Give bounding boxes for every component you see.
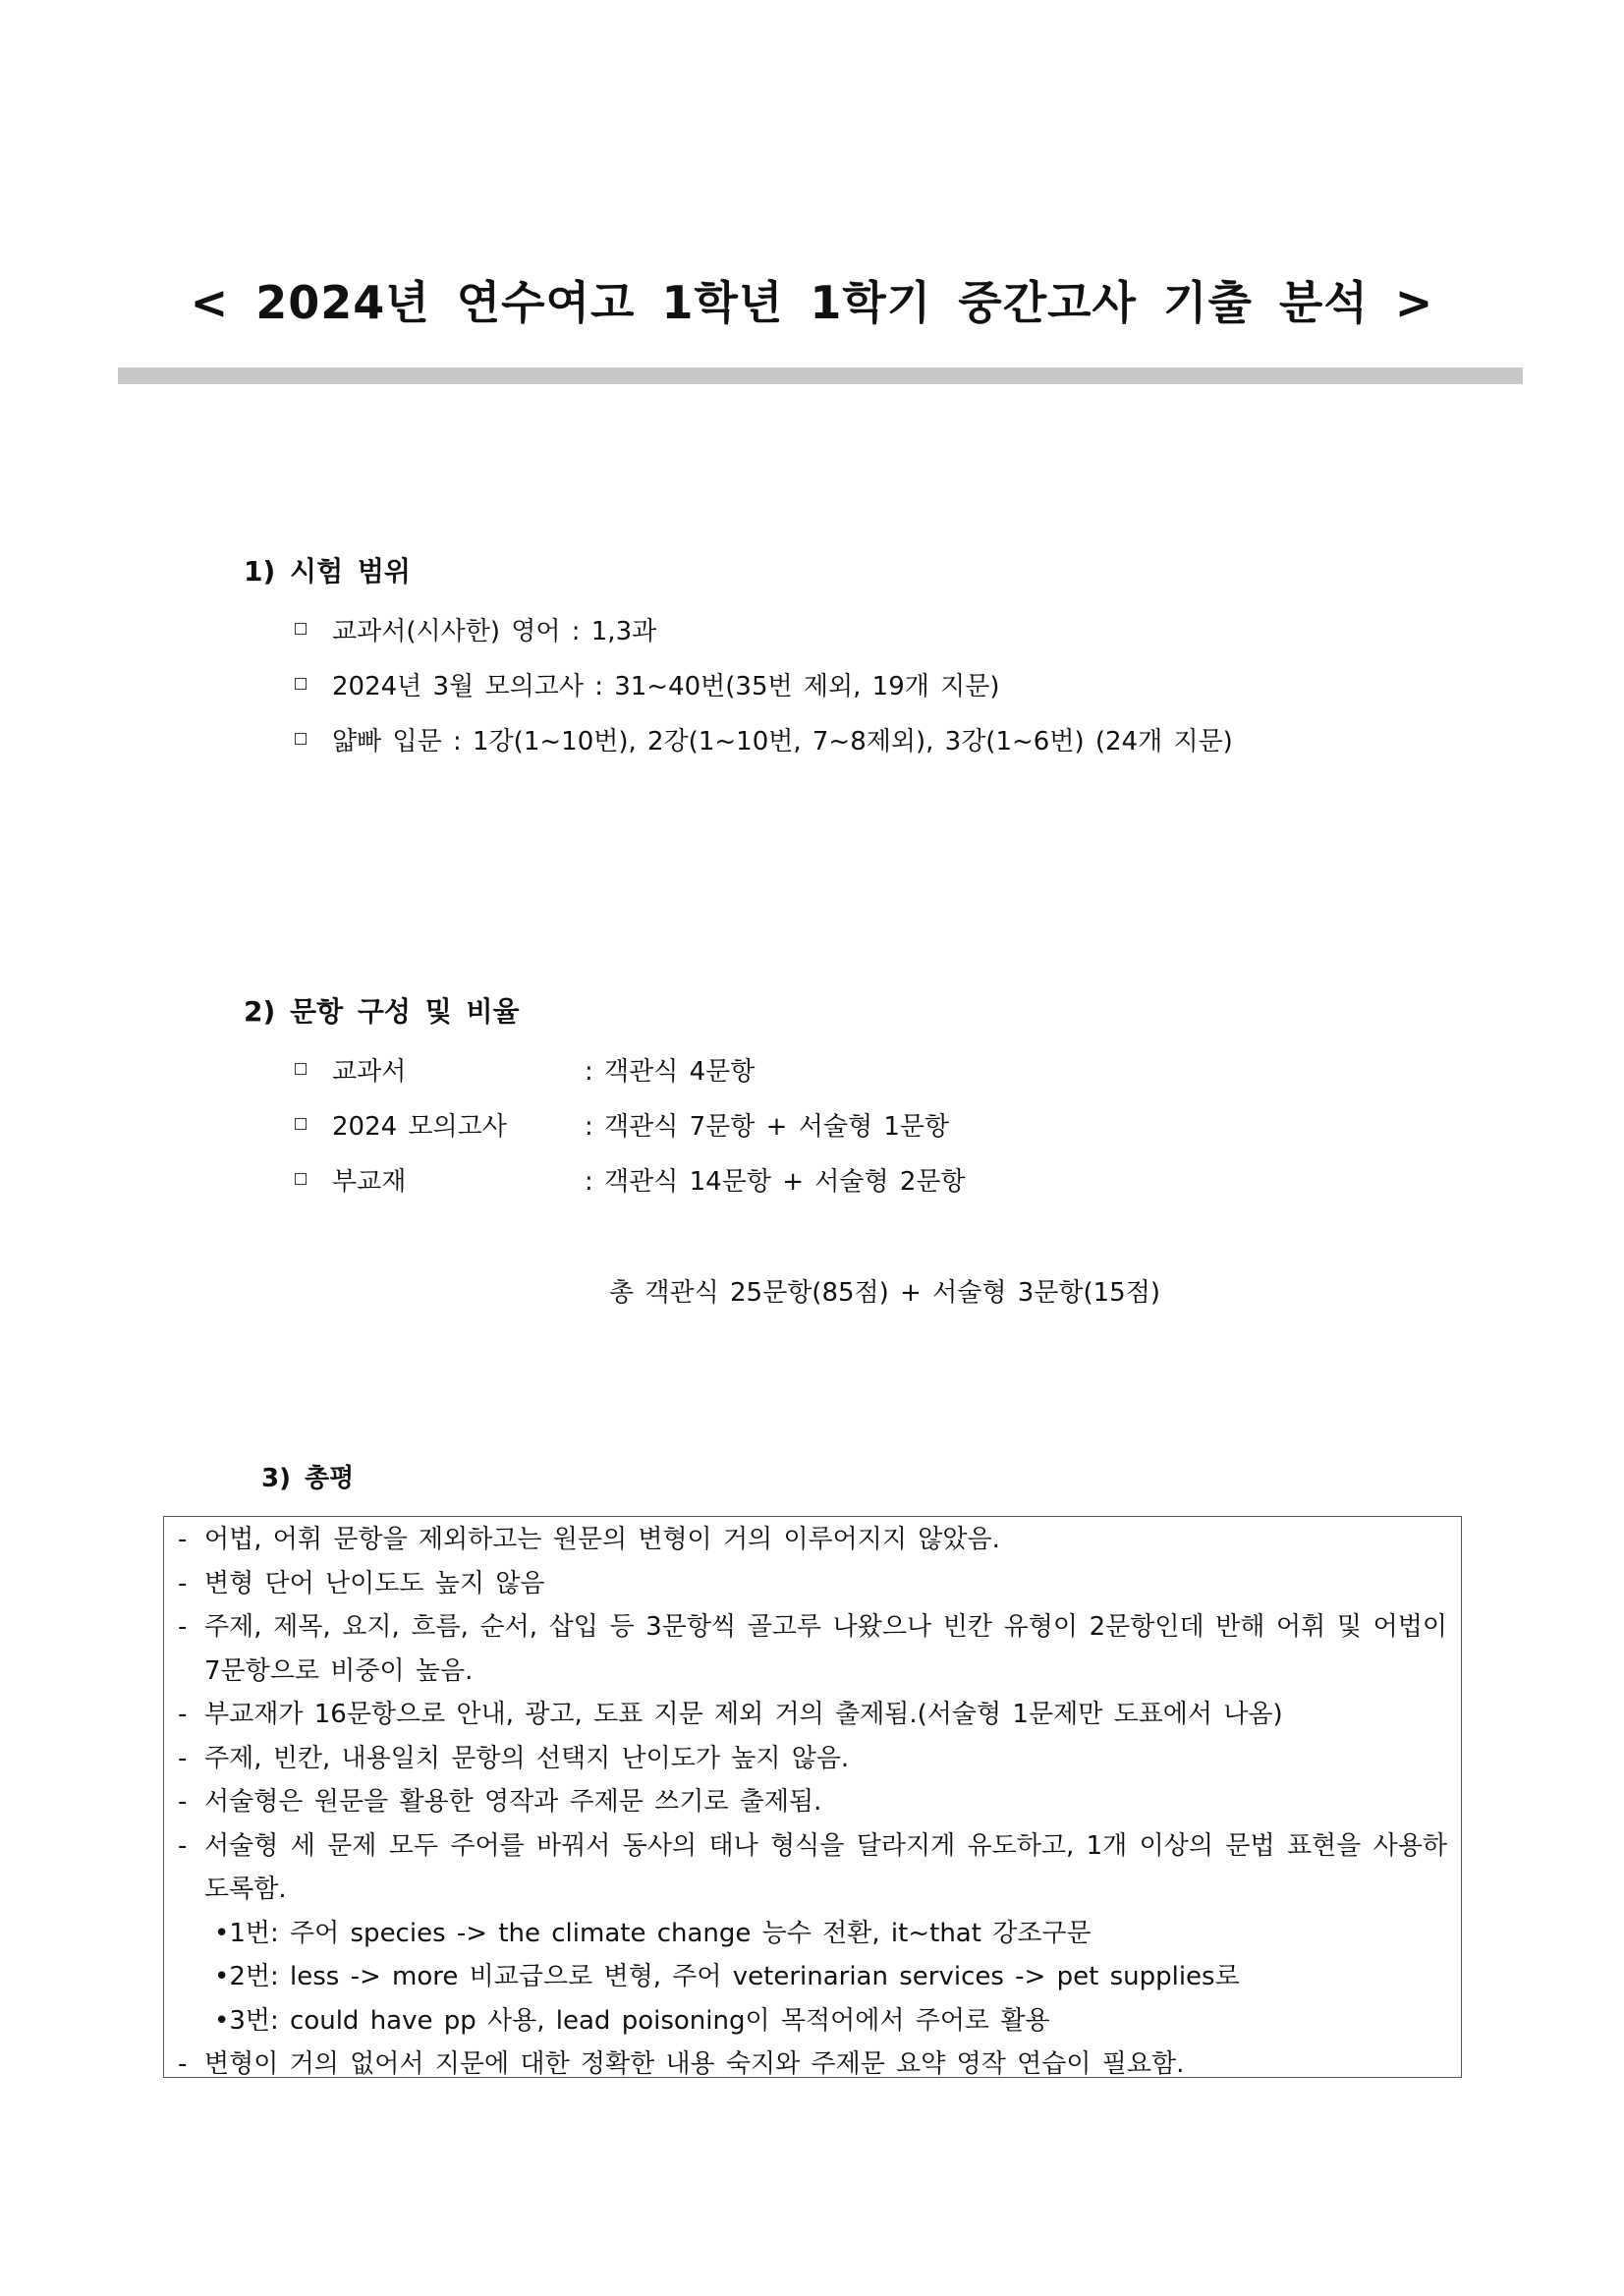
review-line-text: 서술형 세 문제 모두 주어를 바꿔서 동사의 태나 형식을 달라지게 유도하고, 1개 이상의 문법 표현을 사용하도록함. xyxy=(204,1830,1447,1904)
review-line: - 서술형은 원문을 활용한 영작과 주제문 쓰기로 출제됨. xyxy=(178,1787,822,1817)
square-bullet-icon xyxy=(295,1118,307,1130)
composition-item-value: : 객관식 7문항 + 서술형 1문항 xyxy=(585,1111,950,1142)
review-line: - 변형 단어 난이도도 높지 않음 xyxy=(178,1568,545,1598)
scope-item xyxy=(295,656,1233,711)
square-bullet-icon xyxy=(295,733,307,745)
title-divider xyxy=(118,367,1523,384)
scope-item-text: 교과서(시사한) 영어 : 1,3과 xyxy=(332,616,657,646)
scope-item xyxy=(295,601,1233,656)
review-line-text: 변형 단어 난이도도 높지 않음 xyxy=(204,1568,545,1598)
square-bullet-icon xyxy=(295,623,307,635)
review-sub-point: •3번: could have pp 사용, lead poisoning이 목적어에서 주어로 활용 xyxy=(214,2005,1050,2036)
composition-item xyxy=(295,1151,966,1206)
square-bullet-icon xyxy=(295,678,307,690)
section-heading-review: 3) 총평 xyxy=(261,1464,355,1493)
scope-item-text: 2024년 3월 모의고사 : 31~40번(35번 제외, 19개 지문) xyxy=(332,671,1000,701)
section-heading-scope: 1) 시험 범위 xyxy=(244,555,411,588)
review-line: - 어법, 어휘 문항을 제외하고는 원문의 변형이 거의 이루어지지 않았음. xyxy=(178,1525,1000,1554)
section-heading-composition: 2) 문항 구성 및 비율 xyxy=(244,995,520,1028)
composition-item-label: 부교재 xyxy=(332,1166,407,1197)
review-line-text: 서술형은 원문을 활용한 영작과 주제문 쓰기로 출제됨. xyxy=(204,1787,822,1817)
review-box xyxy=(163,1516,1462,2078)
review-line-text: 주제, 빈칸, 내용일치 문항의 선택지 난이도가 높지 않음. xyxy=(204,1743,850,1773)
review-line-text: 주제, 제목, 요지, 흐름, 순서, 삽입 등 3문항씩 골고루 나왔으나 빈칸 유형이 2문항인데 반해 어휘 및 어법이 7문항으로 비중이 높음. xyxy=(204,1612,1447,1686)
review-line: - 주제, 제목, 요지, 흐름, 순서, 삽입 등 3문항씩 골고루 나왔으나 빈칸 유형이 2문항인데 반해 어휘 및 어법이 7문항으로 비중이 높음. xyxy=(178,1612,1447,1686)
review-line: - 부교재가 16문항으로 안내, 광고, 도표 지문 제외 거의 출제됨.(서술형 1문제만 도표에서 나옴) xyxy=(178,1700,1283,1729)
composition-list xyxy=(295,1041,966,1206)
scope-item-text: 얇빠 입문 : 1강(1~10번), 2강(1~10번, 7~8제외), 3강(1~6번) (24개 지문) xyxy=(332,726,1233,756)
review-sub-point: •2번: less -> more 비교급으로 변형, 주어 veterinarian services -> pet supplies로 xyxy=(214,1962,1240,1991)
review-line: - 주제, 빈칸, 내용일치 문항의 선택지 난이도가 높지 않음. xyxy=(178,1743,850,1773)
review-closing-text: 변형이 거의 없어서 지문에 대한 정확한 내용 숙지와 주제문 요약 영작 연습이 필요함. xyxy=(204,2049,1185,2079)
review-closing-line: - 변형이 거의 없어서 지문에 대한 정확한 내용 숙지와 주제문 요약 영작 연습이 필요함. xyxy=(178,2049,1185,2079)
review-sub-point: •1번: 주어 species -> the climate change 능수 전환, it~that 강조구문 xyxy=(214,1918,1092,1948)
composition-item-value: : 객관식 4문항 xyxy=(585,1056,756,1087)
composition-item-label: 2024 모의고사 xyxy=(332,1111,507,1142)
composition-item-value: : 객관식 14문항 + 서술형 2문항 xyxy=(585,1166,966,1197)
review-line-text: 어법, 어휘 문항을 제외하고는 원문의 변형이 거의 이루어지지 않았음. xyxy=(204,1525,1000,1554)
composition-total: 총 객관식 25문항(85점) + 서술형 3문항(15점) xyxy=(609,1278,1160,1308)
page-title: < 2024년 연수여고 1학년 1학기 중간고사 기출 분석 > xyxy=(190,276,1434,329)
review-line-text: 부교재가 16문항으로 안내, 광고, 도표 지문 제외 거의 출제됨.(서술형 1문제만 도표에서 나옴) xyxy=(204,1700,1283,1729)
composition-item-label: 교과서 xyxy=(332,1056,407,1087)
square-bullet-icon xyxy=(295,1173,307,1185)
review-line: - 서술형 세 문제 모두 주어를 바꿔서 동사의 태나 형식을 달라지게 유도하고, 1개 이상의 문법 표현을 사용하도록함. xyxy=(178,1830,1447,1904)
composition-item xyxy=(295,1096,966,1151)
square-bullet-icon xyxy=(295,1063,307,1075)
composition-item xyxy=(295,1041,966,1096)
scope-item xyxy=(295,711,1233,766)
scope-list xyxy=(295,601,1233,766)
